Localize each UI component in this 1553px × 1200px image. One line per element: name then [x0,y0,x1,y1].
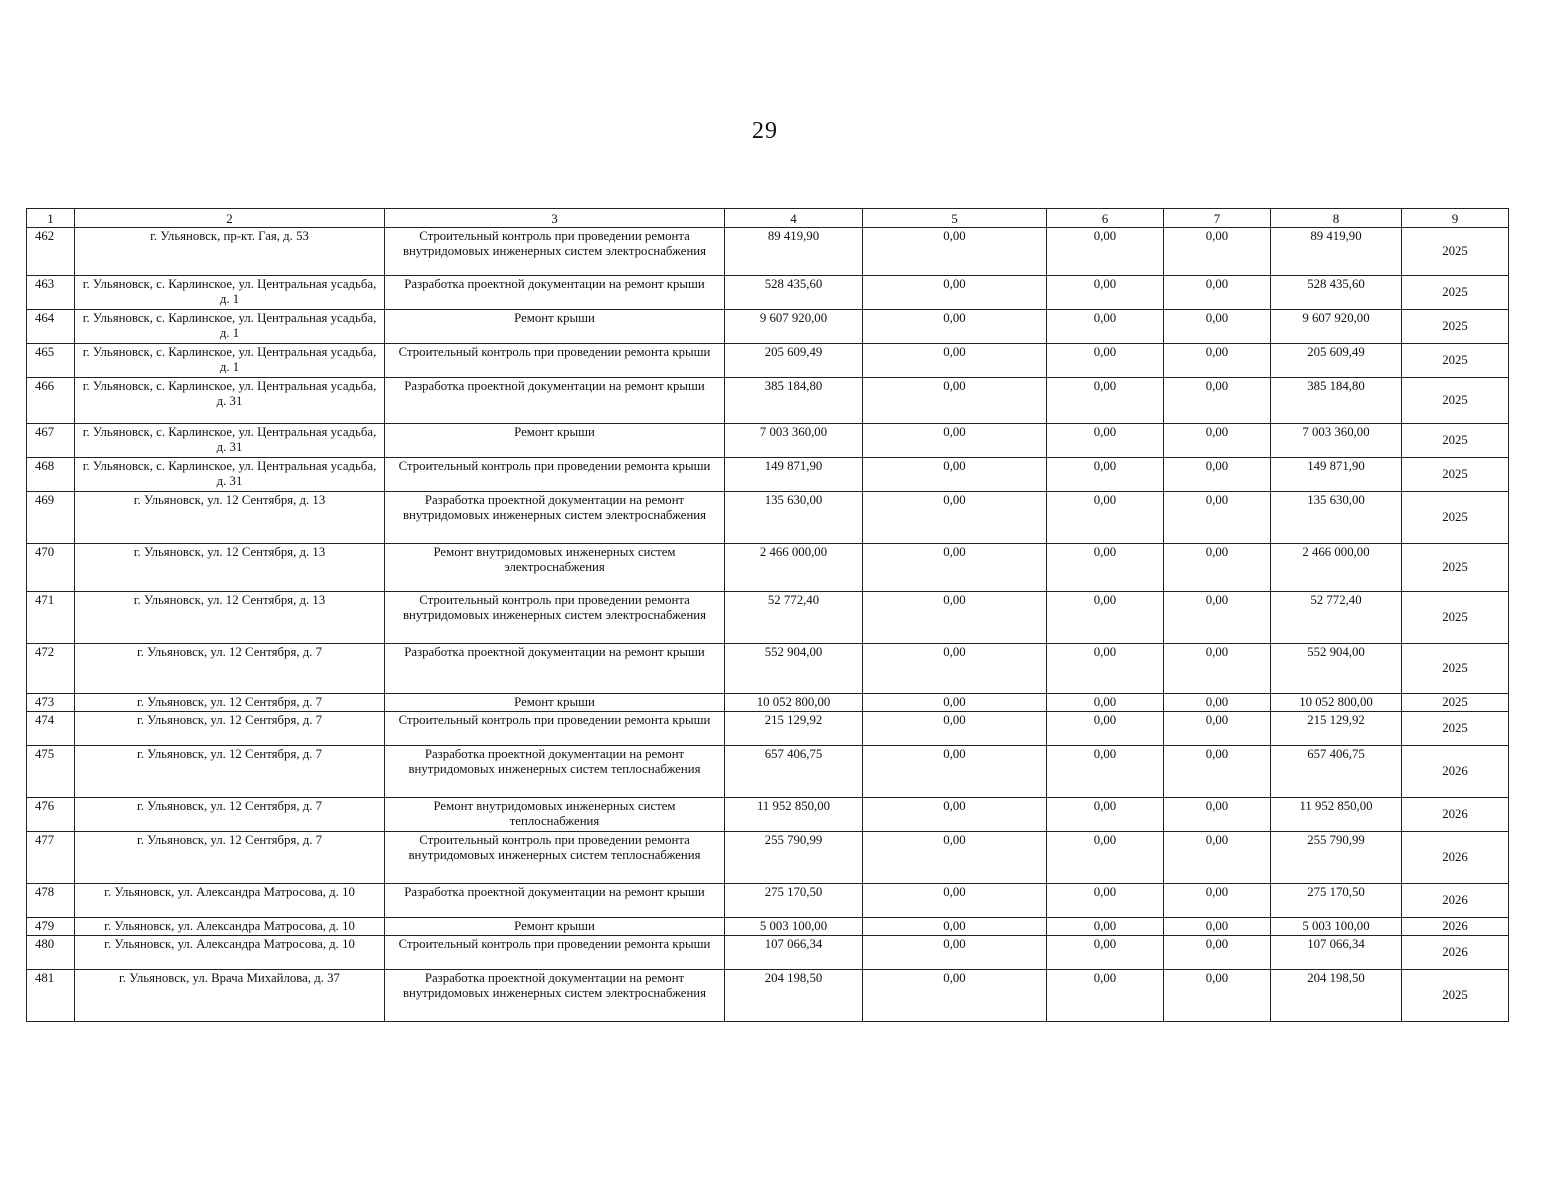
work-type-cell: Ремонт крыши [385,424,725,458]
total-cost-cell: 10 052 800,00 [725,694,863,712]
total-cost-cell: 149 871,90 [725,458,863,492]
col8-cell: 528 435,60 [1271,276,1402,310]
year-cell: 2025 [1402,344,1509,378]
table-row [27,918,1509,936]
row-number: 463 [27,276,75,310]
row-number: 469 [27,492,75,544]
total-cost-cell: 204 198,50 [725,970,863,1022]
col5-cell: 0,00 [863,458,1047,492]
col6-cell: 0,00 [1047,228,1164,276]
col8-cell: 2 466 000,00 [1271,544,1402,592]
col6-cell: 0,00 [1047,344,1164,378]
address-cell: г. Ульяновск, ул. 12 Сентября, д. 7 [75,746,385,798]
work-type-cell: Строительный контроль при проведении ремонта внутридомовых инженерных систем электроснабжения [385,228,725,276]
year-cell: 2025 [1402,228,1509,276]
col6-cell: 0,00 [1047,746,1164,798]
work-type-cell: Ремонт внутридомовых инженерных систем теплоснабжения [385,798,725,832]
address-cell: г. Ульяновск, с. Карлинское, ул. Центральная усадьба, д. 31 [75,378,385,424]
row-number: 470 [27,544,75,592]
col5-cell: 0,00 [863,884,1047,918]
table-row [27,832,1509,884]
year-cell: 2025 [1402,544,1509,592]
col5-cell: 0,00 [863,492,1047,544]
header-row [27,209,1509,228]
col6-cell: 0,00 [1047,592,1164,644]
year-cell: 2025 [1402,276,1509,310]
col8-cell: 385 184,80 [1271,378,1402,424]
row-number: 471 [27,592,75,644]
address-cell: г. Ульяновск, ул. 12 Сентября, д. 7 [75,798,385,832]
col6-cell: 0,00 [1047,378,1164,424]
row-number: 465 [27,344,75,378]
col8-cell: 7 003 360,00 [1271,424,1402,458]
col8-cell: 149 871,90 [1271,458,1402,492]
year-cell: 2025 [1402,970,1509,1022]
total-cost-cell: 205 609,49 [725,344,863,378]
row-number: 476 [27,798,75,832]
total-cost-cell: 135 630,00 [725,492,863,544]
col5-cell: 0,00 [863,832,1047,884]
address-cell: г. Ульяновск, с. Карлинское, ул. Центральная усадьба, д. 31 [75,458,385,492]
address-cell: г. Ульяновск, пр-кт. Гая, д. 53 [75,228,385,276]
column-header: 7 [1164,209,1271,228]
col8-cell: 204 198,50 [1271,970,1402,1022]
col6-cell: 0,00 [1047,544,1164,592]
col8-cell: 552 904,00 [1271,644,1402,694]
col5-cell: 0,00 [863,694,1047,712]
col6-cell: 0,00 [1047,492,1164,544]
col8-cell: 107 066,34 [1271,936,1402,970]
col5-cell: 0,00 [863,798,1047,832]
col6-cell: 0,00 [1047,310,1164,344]
table-row [27,936,1509,970]
col7-cell: 0,00 [1164,310,1271,344]
col6-cell: 0,00 [1047,884,1164,918]
table-row [27,970,1509,1022]
total-cost-cell: 11 952 850,00 [725,798,863,832]
work-type-cell: Разработка проектной документации на ремонт крыши [385,276,725,310]
year-cell: 2025 [1402,310,1509,344]
address-cell: г. Ульяновск, ул. 12 Сентября, д. 7 [75,832,385,884]
col5-cell: 0,00 [863,378,1047,424]
total-cost-cell: 107 066,34 [725,936,863,970]
col6-cell: 0,00 [1047,644,1164,694]
col6-cell: 0,00 [1047,276,1164,310]
row-number: 479 [27,918,75,936]
total-cost-cell: 2 466 000,00 [725,544,863,592]
work-type-cell: Ремонт крыши [385,918,725,936]
column-header: 5 [863,209,1047,228]
total-cost-cell: 552 904,00 [725,644,863,694]
work-type-cell: Строительный контроль при проведении ремонта крыши [385,712,725,746]
year-cell: 2026 [1402,918,1509,936]
col7-cell: 0,00 [1164,228,1271,276]
works-table [26,208,1509,1022]
col6-cell: 0,00 [1047,918,1164,936]
work-type-cell: Ремонт внутридомовых инженерных систем электроснабжения [385,544,725,592]
year-cell: 2025 [1402,592,1509,644]
year-cell: 2025 [1402,492,1509,544]
total-cost-cell: 215 129,92 [725,712,863,746]
year-cell: 2025 [1402,694,1509,712]
total-cost-cell: 9 607 920,00 [725,310,863,344]
table-row [27,228,1509,276]
address-cell: г. Ульяновск, с. Карлинское, ул. Центральная усадьба, д. 1 [75,344,385,378]
work-type-cell: Разработка проектной документации на ремонт крыши [385,644,725,694]
col8-cell: 10 052 800,00 [1271,694,1402,712]
col5-cell: 0,00 [863,644,1047,694]
col7-cell: 0,00 [1164,424,1271,458]
col5-cell: 0,00 [863,544,1047,592]
year-cell: 2025 [1402,458,1509,492]
work-type-cell: Строительный контроль при проведении ремонта внутридомовых инженерных систем электроснабжения [385,592,725,644]
column-header: 8 [1271,209,1402,228]
col8-cell: 275 170,50 [1271,884,1402,918]
col8-cell: 135 630,00 [1271,492,1402,544]
table-row [27,644,1509,694]
work-type-cell: Разработка проектной документации на ремонт внутридомовых инженерных систем теплоснабжения [385,746,725,798]
work-type-cell: Разработка проектной документации на ремонт крыши [385,378,725,424]
year-cell: 2025 [1402,424,1509,458]
col7-cell: 0,00 [1164,712,1271,746]
col5-cell: 0,00 [863,344,1047,378]
row-number: 475 [27,746,75,798]
page-number: 29 [752,118,778,144]
col6-cell: 0,00 [1047,832,1164,884]
col7-cell: 0,00 [1164,746,1271,798]
col6-cell: 0,00 [1047,712,1164,746]
address-cell: г. Ульяновск, ул. Александра Матросова, д. 10 [75,884,385,918]
column-header: 1 [27,209,75,228]
col5-cell: 0,00 [863,424,1047,458]
row-number: 478 [27,884,75,918]
address-cell: г. Ульяновск, ул. 12 Сентября, д. 7 [75,712,385,746]
address-cell: г. Ульяновск, с. Карлинское, ул. Центральная усадьба, д. 1 [75,310,385,344]
row-number: 477 [27,832,75,884]
total-cost-cell: 255 790,99 [725,832,863,884]
col7-cell: 0,00 [1164,378,1271,424]
year-cell: 2026 [1402,832,1509,884]
table-row [27,276,1509,310]
col7-cell: 0,00 [1164,592,1271,644]
row-number: 480 [27,936,75,970]
table-row [27,310,1509,344]
row-number: 468 [27,458,75,492]
table-row [27,458,1509,492]
col7-cell: 0,00 [1164,970,1271,1022]
table-row [27,492,1509,544]
table-row [27,592,1509,644]
col6-cell: 0,00 [1047,694,1164,712]
address-cell: г. Ульяновск, с. Карлинское, ул. Центральная усадьба, д. 31 [75,424,385,458]
table-row [27,544,1509,592]
col5-cell: 0,00 [863,712,1047,746]
col8-cell: 89 419,90 [1271,228,1402,276]
address-cell: г. Ульяновск, с. Карлинское, ул. Центральная усадьба, д. 1 [75,276,385,310]
work-type-cell: Разработка проектной документации на ремонт внутридомовых инженерных систем электроснабжения [385,970,725,1022]
col7-cell: 0,00 [1164,644,1271,694]
work-type-cell: Ремонт крыши [385,310,725,344]
work-type-cell: Строительный контроль при проведении ремонта внутридомовых инженерных систем теплоснабжения [385,832,725,884]
year-cell: 2026 [1402,884,1509,918]
col7-cell: 0,00 [1164,832,1271,884]
col7-cell: 0,00 [1164,544,1271,592]
row-number: 474 [27,712,75,746]
col5-cell: 0,00 [863,746,1047,798]
col8-cell: 9 607 920,00 [1271,310,1402,344]
col6-cell: 0,00 [1047,970,1164,1022]
table-row [27,694,1509,712]
row-number: 473 [27,694,75,712]
total-cost-cell: 657 406,75 [725,746,863,798]
table-row [27,746,1509,798]
col5-cell: 0,00 [863,276,1047,310]
col6-cell: 0,00 [1047,424,1164,458]
column-header: 9 [1402,209,1509,228]
address-cell: г. Ульяновск, ул. 12 Сентября, д. 13 [75,492,385,544]
col7-cell: 0,00 [1164,492,1271,544]
col8-cell: 5 003 100,00 [1271,918,1402,936]
address-cell: г. Ульяновск, ул. 12 Сентября, д. 7 [75,644,385,694]
table-row [27,798,1509,832]
col6-cell: 0,00 [1047,458,1164,492]
col5-cell: 0,00 [863,918,1047,936]
table-row [27,712,1509,746]
address-cell: г. Ульяновск, ул. 12 Сентября, д. 13 [75,544,385,592]
col5-cell: 0,00 [863,310,1047,344]
col8-cell: 255 790,99 [1271,832,1402,884]
work-type-cell: Строительный контроль при проведении ремонта крыши [385,936,725,970]
col7-cell: 0,00 [1164,884,1271,918]
col8-cell: 657 406,75 [1271,746,1402,798]
total-cost-cell: 52 772,40 [725,592,863,644]
year-cell: 2026 [1402,746,1509,798]
col7-cell: 0,00 [1164,798,1271,832]
year-cell: 2026 [1402,936,1509,970]
address-cell: г. Ульяновск, ул. 12 Сентября, д. 7 [75,694,385,712]
total-cost-cell: 275 170,50 [725,884,863,918]
column-header: 3 [385,209,725,228]
work-type-cell: Ремонт крыши [385,694,725,712]
row-number: 464 [27,310,75,344]
col8-cell: 52 772,40 [1271,592,1402,644]
col6-cell: 0,00 [1047,798,1164,832]
table-row [27,344,1509,378]
row-number: 481 [27,970,75,1022]
col5-cell: 0,00 [863,592,1047,644]
table-row [27,884,1509,918]
work-type-cell: Разработка проектной документации на ремонт крыши [385,884,725,918]
address-cell: г. Ульяновск, ул. Врача Михайлова, д. 37 [75,970,385,1022]
total-cost-cell: 5 003 100,00 [725,918,863,936]
col8-cell: 11 952 850,00 [1271,798,1402,832]
address-cell: г. Ульяновск, ул. 12 Сентября, д. 13 [75,592,385,644]
col7-cell: 0,00 [1164,458,1271,492]
col5-cell: 0,00 [863,936,1047,970]
year-cell: 2025 [1402,644,1509,694]
total-cost-cell: 89 419,90 [725,228,863,276]
column-header: 6 [1047,209,1164,228]
row-number: 466 [27,378,75,424]
col7-cell: 0,00 [1164,344,1271,378]
table-row [27,378,1509,424]
address-cell: г. Ульяновск, ул. Александра Матросова, д. 10 [75,936,385,970]
table-row [27,424,1509,458]
col7-cell: 0,00 [1164,276,1271,310]
column-header: 4 [725,209,863,228]
col7-cell: 0,00 [1164,918,1271,936]
year-cell: 2025 [1402,378,1509,424]
address-cell: г. Ульяновск, ул. Александра Матросова, д. 10 [75,918,385,936]
col5-cell: 0,00 [863,228,1047,276]
row-number: 467 [27,424,75,458]
col5-cell: 0,00 [863,970,1047,1022]
col7-cell: 0,00 [1164,694,1271,712]
total-cost-cell: 528 435,60 [725,276,863,310]
year-cell: 2025 [1402,712,1509,746]
work-type-cell: Разработка проектной документации на ремонт внутридомовых инженерных систем электроснабжения [385,492,725,544]
total-cost-cell: 385 184,80 [725,378,863,424]
col6-cell: 0,00 [1047,936,1164,970]
year-cell: 2026 [1402,798,1509,832]
total-cost-cell: 7 003 360,00 [725,424,863,458]
row-number: 472 [27,644,75,694]
row-number: 462 [27,228,75,276]
col8-cell: 205 609,49 [1271,344,1402,378]
col7-cell: 0,00 [1164,936,1271,970]
column-header: 2 [75,209,385,228]
col8-cell: 215 129,92 [1271,712,1402,746]
work-type-cell: Строительный контроль при проведении ремонта крыши [385,344,725,378]
work-type-cell: Строительный контроль при проведении ремонта крыши [385,458,725,492]
